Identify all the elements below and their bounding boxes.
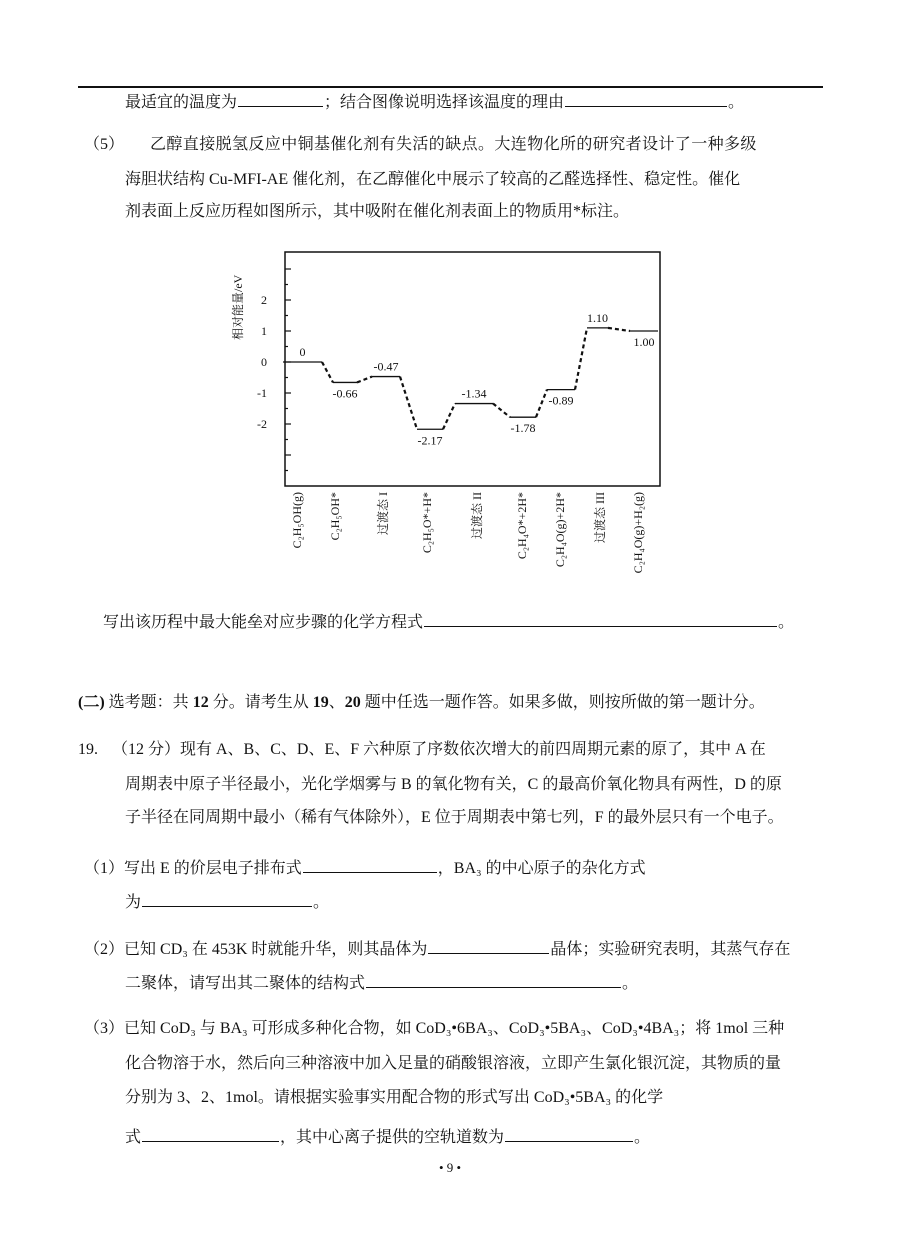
y-tick-label: -1: [257, 386, 267, 400]
answer-blank[interactable]: [238, 90, 323, 107]
q19-part3: [84, 1019, 784, 1039]
text: 选考题：共: [104, 694, 193, 711]
transition-dashed-line: [575, 328, 587, 390]
text: 为: [125, 894, 142, 911]
text: 、: [328, 694, 345, 711]
q19-part3-line: 化合物溶于水，然后向三种溶液中加入足量的硝酸银溶液，立即产生氯化银沉淀，其物质的量: [125, 1055, 782, 1072]
text: 20: [344, 694, 361, 711]
text: 写出 E 的价层电子排布式: [124, 860, 302, 877]
energy-value-label: -1.78: [510, 421, 536, 436]
text: 12: [192, 694, 209, 711]
transition-dashed-line: [608, 328, 630, 331]
q5-text-line: 剂表面上反应历程如图所示，其中吸附在催化剂表面上的物质用*标注。: [125, 203, 630, 220]
q5-number: （5）: [84, 136, 125, 153]
transition-dashed-line: [493, 404, 510, 418]
q19-part2: [84, 937, 790, 960]
energy-levels: [283, 311, 658, 447]
answer-blank[interactable]: [424, 610, 777, 627]
text: 已知 CoD₃ 与 BA₃ 可形成多种化合物，如 CoD₃•6BA₃、CoD₃•5BA₃、CoD₃•4BA₃；将 1mol 三种: [124, 1020, 785, 1037]
text: （1）: [84, 860, 125, 877]
answer-blank[interactable]: [303, 856, 437, 873]
q19-part3-line: 分别为 3、2、1mol。请根据实验事实用配合物的形式写出 CoD₃•5BA₃ 的化学: [125, 1089, 664, 1106]
text: （3）: [84, 1020, 125, 1037]
q19-text-line: （12 分）现有 A、B、C、D、E、F 六种原了序数依次增大的前四周期元素的原了，其中 A 在: [112, 741, 766, 758]
energy-value-label: -2.17: [417, 433, 443, 448]
energy-value-label: -1.34: [461, 386, 487, 401]
x-category-label: C₂H₄O(g)+H₂(g): [631, 492, 645, 574]
x-category-label: 过渡态 II: [470, 492, 484, 539]
energy-value-label: -0.47: [373, 359, 399, 374]
text: 分。请考生从: [208, 694, 313, 711]
energy-value-label: 1.00: [633, 335, 655, 349]
text: ，BA₃ 的中心原子的杂化方式: [437, 860, 646, 877]
energy-value-label: -0.66: [332, 386, 358, 401]
x-category-label: C₂H₄O(g)+2H*: [553, 492, 567, 568]
answer-blank[interactable]: [142, 1125, 279, 1142]
q19-part3-line: [125, 1125, 650, 1148]
transition-dashed-line: [357, 377, 372, 383]
answer-blank[interactable]: [505, 1125, 633, 1142]
text: ，其中心离子提供的空轨道数为: [280, 1129, 505, 1146]
text: ；结合图像说明选择该温度的理由: [324, 94, 565, 111]
text: 19: [312, 694, 329, 711]
plot-frame: [285, 252, 660, 486]
text: 。: [622, 975, 639, 992]
q5-text-line: 乙醇直接脱氢反应中铜基催化剂有失活的缺点。大连物化所的研究者设计了一种多级: [150, 136, 757, 153]
y-axis-label: 相对能量/eV: [231, 274, 245, 340]
text: 题中任选一题作答。如果多做，则按所做的第一题计分。: [360, 694, 765, 711]
q19-part2-cont: [125, 971, 638, 994]
x-category-label: 过渡态 III: [593, 492, 607, 543]
text: 。: [313, 894, 330, 911]
energy-value-label: -0.89: [548, 393, 574, 408]
text: 已知 CD₃ 在 453K 时就能升华，则其晶体为: [124, 941, 428, 958]
text: 写出该历程中最大能垒对应步骤的化学方程式: [103, 614, 424, 631]
q5-text-line: 海胆状结构 Cu-MFI-AE 催化剂，在乙醇催化中展示了较高的乙醛选择性、稳定性。催化: [125, 171, 741, 188]
text: 式: [125, 1129, 142, 1146]
text: （2）: [84, 941, 125, 958]
x-category-label: C₂H₅O*+H*: [420, 492, 434, 554]
answer-blank[interactable]: [428, 937, 549, 954]
text: 晶体；实验研究表明，其蒸气存在: [550, 941, 791, 958]
q19-text-line: 子半径在同周期中最小（稀有气体除外），E 位于周期表中第七列，F 的最外层只有一个电子。: [125, 809, 784, 826]
text: (二): [78, 694, 105, 711]
header-rule: [78, 86, 823, 88]
y-axis: [257, 269, 291, 471]
energy-value-label: 0: [299, 345, 306, 359]
answer-blank[interactable]: [142, 890, 312, 907]
energy-value-label: 1.10: [587, 310, 608, 325]
q19-number: 19.: [78, 741, 98, 758]
text: 最适宜的温度为: [125, 94, 238, 111]
x-category-label: 过渡态 I: [376, 492, 390, 535]
y-tick-label: 0: [261, 355, 267, 369]
transition-dashed-line: [443, 404, 455, 430]
page-number: • 9 •: [438, 1160, 462, 1175]
text: 。: [634, 1129, 651, 1146]
x-category-label: C₂H₅OH*: [328, 492, 342, 541]
y-tick-label: 2: [261, 293, 267, 307]
q5-question-line: [103, 610, 794, 633]
q19-part1: [84, 856, 646, 879]
x-axis-labels: [290, 492, 645, 573]
x-category-label: C₂H₄O*+2H*: [515, 492, 529, 560]
transition-dashed-line: [400, 377, 417, 430]
q19-text-line: 周期表中原子半径最小，光化学烟雾与 B 的氧化物有关，C 的最高价氧化物具有两性，D 的原: [125, 776, 782, 793]
q19-part1-cont: [125, 890, 329, 913]
answer-blank[interactable]: [366, 971, 621, 988]
transition-dashed-line: [322, 362, 333, 382]
y-tick-label: 1: [261, 324, 267, 338]
q4-tail-line: [125, 90, 744, 113]
section-heading: [78, 693, 765, 713]
transition-dashed-line: [536, 390, 547, 418]
answer-blank[interactable]: [565, 90, 727, 107]
text: 。: [728, 94, 745, 111]
text: 二聚体，请写出其二聚体的结构式: [125, 975, 366, 992]
energy-profile-chart: [220, 240, 670, 590]
text: 。: [778, 614, 795, 631]
x-category-label: C₂H₅OH(g): [290, 492, 304, 549]
y-tick-label: -2: [257, 417, 267, 431]
